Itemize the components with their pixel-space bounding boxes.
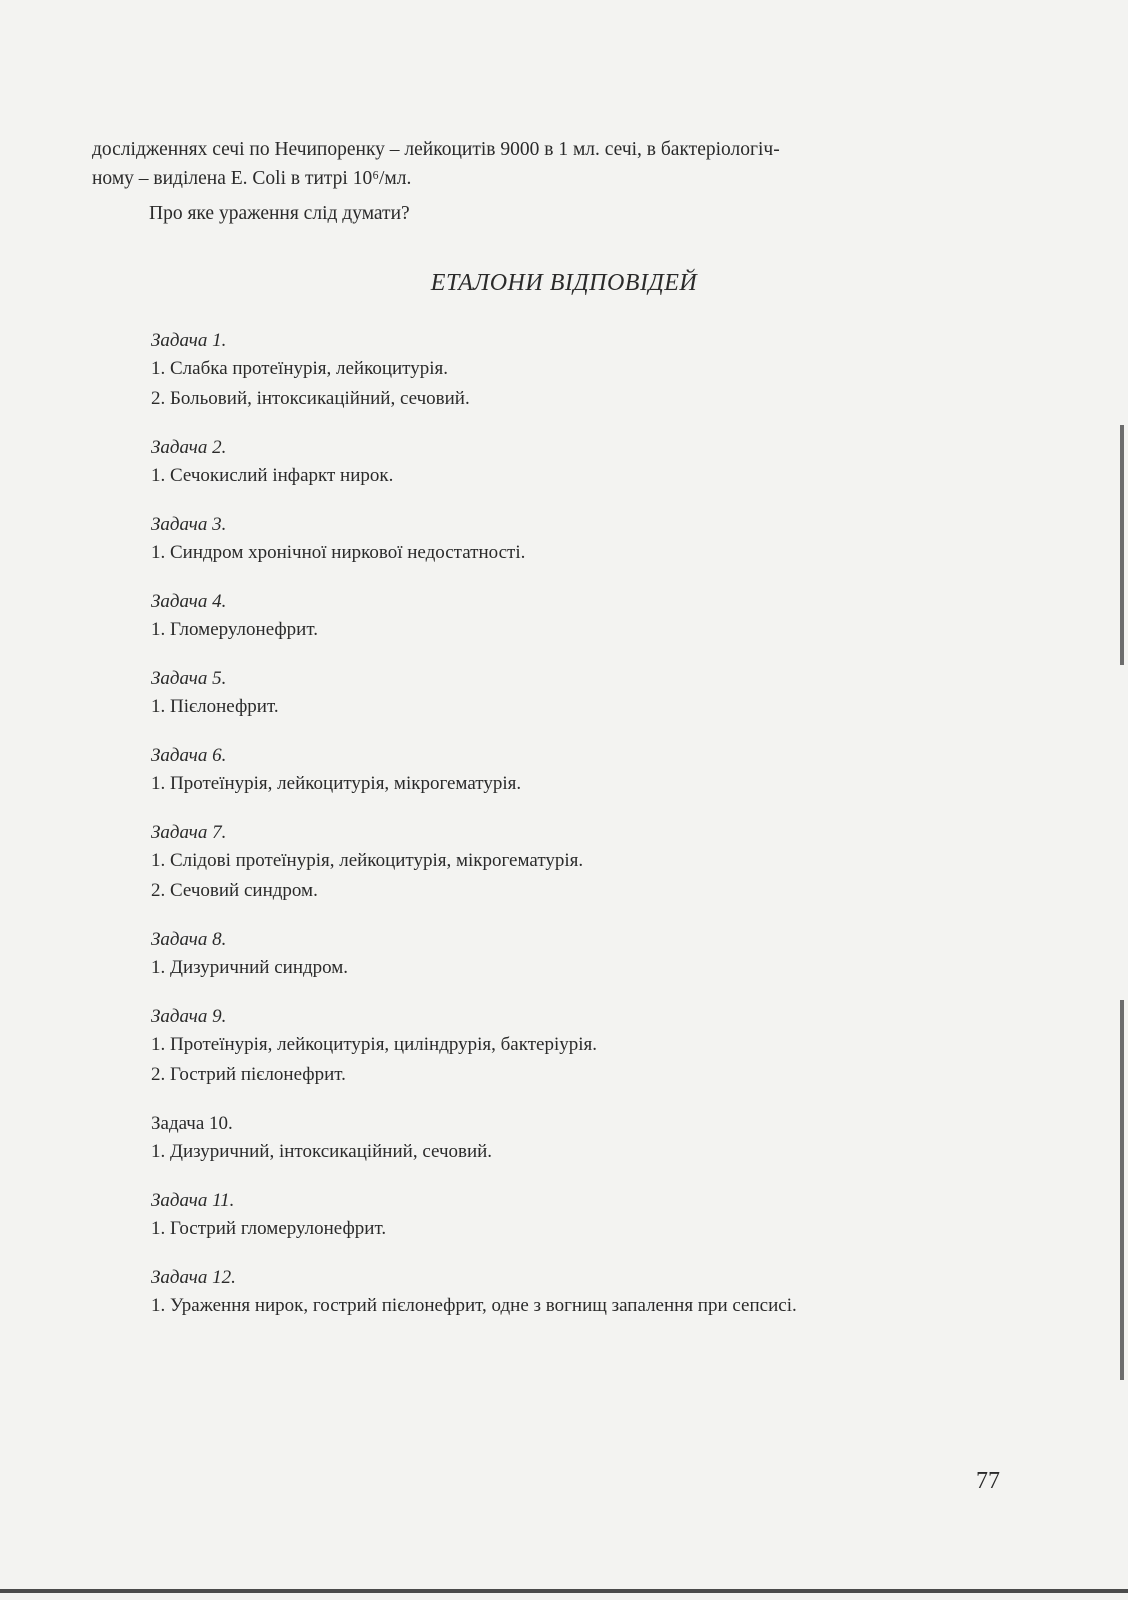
task-title: Задача 10. xyxy=(151,1113,233,1134)
answer-list xyxy=(151,327,1001,1341)
task-3 xyxy=(151,511,1001,568)
task-title: Задача 2. xyxy=(151,437,227,458)
task-1 xyxy=(151,327,1001,414)
task-9 xyxy=(151,1003,1001,1090)
task-answer: 1. Протеїнурія, лейкоцитурія, циліндрурія, бактеріурія. xyxy=(151,1034,597,1055)
task-title: Задача 1. xyxy=(151,330,227,351)
scan-edge-mark xyxy=(1120,425,1124,665)
task-8 xyxy=(151,926,1001,983)
task-answer: 1. Ураження нирок, гострий пієлонефрит, одне з вогнищ запалення при сепсисі. xyxy=(151,1295,797,1316)
task-title: Задача 9. xyxy=(151,1006,227,1027)
task-answer: 1. Пієлонефрит. xyxy=(151,696,279,717)
page-bottom-rule xyxy=(0,1589,1128,1593)
intro-question: Про яке ураження слід думати? xyxy=(149,203,410,224)
task-title: Задача 11. xyxy=(151,1190,235,1211)
task-answer: 1. Гломерулонефрит. xyxy=(151,619,318,640)
task-title: Задача 7. xyxy=(151,822,227,843)
task-title: Задача 8. xyxy=(151,929,227,950)
task-4 xyxy=(151,588,1001,645)
task-answer: 1. Слідові протеїнурія, лейкоцитурія, мікрогематурія. xyxy=(151,850,584,871)
task-answer: 1. Протеїнурія, лейкоцитурія, мікрогематурія. xyxy=(151,773,522,794)
scan-edge-mark xyxy=(1120,1000,1124,1380)
task-5 xyxy=(151,665,1001,722)
task-answer: 1. Синдром хронічної ниркової недостатності. xyxy=(151,542,526,563)
task-answer: 1. Дизуричний синдром. xyxy=(151,957,349,978)
task-title: Задача 6. xyxy=(151,745,227,766)
task-answer: 2. Сечовий синдром. xyxy=(151,880,318,901)
task-answer: 1. Гострий гломерулонефрит. xyxy=(151,1218,387,1239)
task-answer: 2. Гострий пієлонефрит. xyxy=(151,1064,346,1085)
section-heading: ЕТАЛОНИ ВІДПОВІДЕЙ xyxy=(430,270,698,296)
task-12 xyxy=(151,1264,1001,1321)
task-title: Задача 12. xyxy=(151,1267,236,1288)
task-7 xyxy=(151,819,1001,906)
intro-line-2: ному – виділена E. Coli в титрі 10⁶/мл. xyxy=(92,168,412,189)
task-answer: 1. Сечокислий інфаркт нирок. xyxy=(151,465,394,486)
task-title: Задача 3. xyxy=(151,514,227,535)
task-title: Задача 5. xyxy=(151,668,227,689)
intro-line-1: дослідженнях сечі по Нечипоренку – лейкоцитів 9000 в 1 мл. сечі, в бактеріологіч- xyxy=(92,139,780,160)
task-2 xyxy=(151,434,1001,491)
intro-text xyxy=(92,135,997,228)
task-6 xyxy=(151,742,1001,799)
task-title: Задача 4. xyxy=(151,591,227,612)
task-answer: 1. Слабка протеїнурія, лейкоцитурія. xyxy=(151,358,449,379)
task-10 xyxy=(151,1110,1001,1167)
task-answer: 1. Дизуричний, інтоксикаційний, сечовий. xyxy=(151,1141,493,1162)
task-answer: 2. Больовий, інтоксикаційний, сечовий. xyxy=(151,388,470,409)
page-number: 77 xyxy=(976,1468,1000,1494)
task-11 xyxy=(151,1187,1001,1244)
